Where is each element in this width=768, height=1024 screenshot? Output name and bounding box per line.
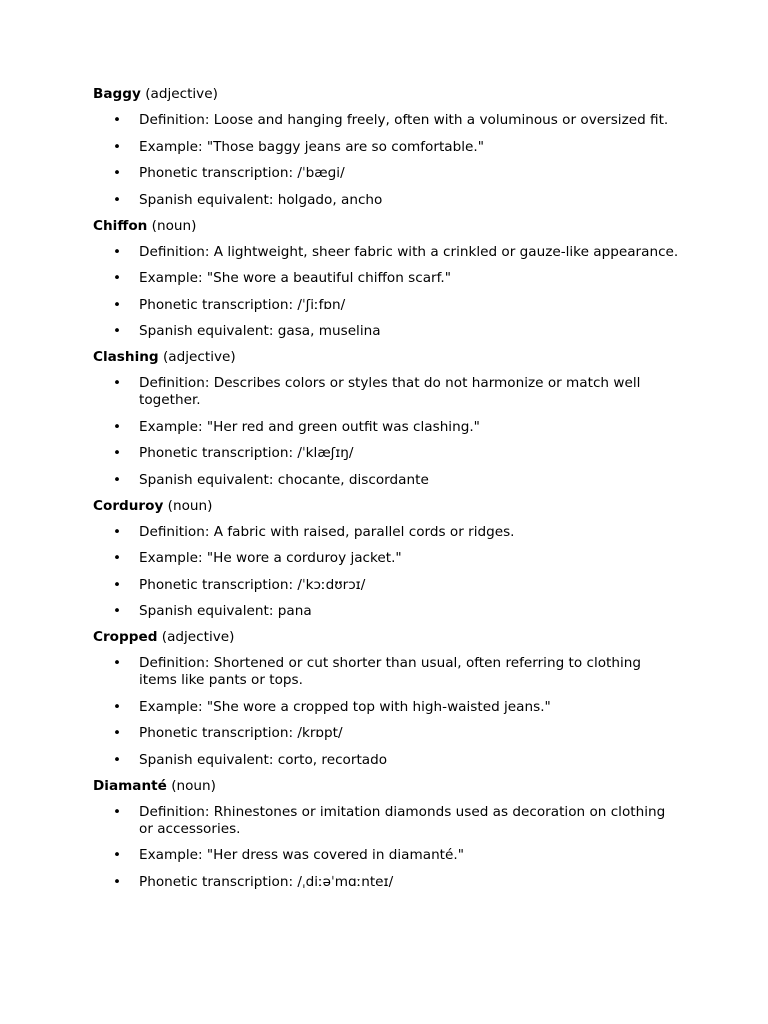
list-item-text: Spanish equivalent: corto, recortado	[139, 751, 388, 768]
bullet-icon: •	[113, 751, 122, 768]
bullet-icon: •	[113, 550, 122, 566]
list-item	[93, 725, 683, 742]
entry-heading	[93, 349, 683, 366]
list-item-text: Definition: Loose and hanging freely, often with a voluminous or oversized fit.	[139, 112, 669, 128]
list-item-text: Example: "Her red and green outfit was clashing."	[139, 418, 480, 435]
bullet-icon: •	[113, 243, 122, 260]
bullet-icon: •	[113, 375, 122, 391]
bullet-icon: •	[113, 655, 122, 671]
list-item-text: Phonetic transcription: /ˈbæɡi/	[139, 165, 345, 181]
entry-detail-list	[93, 244, 683, 341]
list-item	[93, 752, 683, 769]
list-item	[93, 419, 683, 436]
vocab-entry	[93, 778, 683, 891]
list-item-text: Definition: Rhinestones or imitation diamonds used as decoration on clothing or accessories.	[139, 803, 666, 837]
list-item-text: Phonetic transcription: /krɒpt/	[139, 725, 343, 741]
entry-part-of-speech: (adjective)	[162, 349, 236, 365]
list-item-text: Definition: Describes colors or styles that do not harmonize or match well together.	[139, 375, 641, 408]
list-item	[93, 244, 683, 261]
list-item	[93, 847, 683, 864]
bullet-icon: •	[113, 112, 122, 128]
bullet-icon: •	[113, 323, 122, 339]
bullet-icon: •	[113, 698, 122, 715]
list-item-text: Example: "She wore a cropped top with high-waisted jeans."	[139, 698, 551, 715]
bullet-icon: •	[113, 445, 122, 461]
bullet-icon: •	[113, 873, 122, 890]
vocab-entry	[93, 86, 683, 209]
entry-heading	[93, 218, 683, 235]
bullet-icon: •	[113, 725, 122, 741]
document-page	[93, 86, 683, 900]
entry-detail-list	[93, 804, 683, 891]
list-item-text: Example: "She wore a beautiful chiffon scarf."	[139, 270, 451, 286]
entry-term: Clashing	[93, 349, 159, 365]
entry-heading	[93, 629, 683, 646]
list-item-text: Phonetic transcription: /ˈʃiːfɒn/	[139, 296, 346, 313]
bullet-icon: •	[113, 191, 122, 208]
list-item	[93, 577, 683, 594]
list-item	[93, 804, 683, 838]
list-item	[93, 550, 683, 567]
vocab-entry	[93, 218, 683, 341]
entry-term: Diamanté	[93, 777, 167, 794]
entry-detail-list	[93, 655, 683, 769]
list-item	[93, 112, 683, 129]
list-item-text: Example: "Her dress was covered in diamanté."	[139, 847, 464, 863]
bullet-icon: •	[113, 471, 122, 488]
bullet-icon: •	[113, 270, 122, 286]
list-item	[93, 874, 683, 891]
list-item	[93, 603, 683, 620]
bullet-icon: •	[113, 523, 122, 540]
list-item-text: Spanish equivalent: pana	[139, 603, 312, 619]
entry-term: Corduroy	[93, 497, 164, 514]
vocab-entry	[93, 629, 683, 769]
bullet-icon: •	[113, 803, 122, 820]
list-item	[93, 297, 683, 314]
list-item	[93, 375, 683, 409]
list-item	[93, 524, 683, 541]
list-item-text: Spanish equivalent: holgado, ancho	[139, 191, 383, 208]
list-item-text: Spanish equivalent: chocante, discordante	[139, 471, 429, 488]
list-item	[93, 139, 683, 156]
entry-part-of-speech: (adjective)	[161, 629, 235, 645]
list-item	[93, 699, 683, 716]
bullet-icon: •	[113, 296, 122, 313]
list-item	[93, 192, 683, 209]
list-item	[93, 270, 683, 287]
list-item-text: Phonetic transcription: /ˈklæʃɪŋ/	[139, 445, 354, 461]
list-item-text: Definition: Shortened or cut shorter than usual, often referring to clothing items like pants or tops.	[139, 655, 642, 688]
entry-detail-list	[93, 524, 683, 621]
entry-heading	[93, 498, 683, 515]
list-item	[93, 655, 683, 689]
entry-part-of-speech: (adjective)	[145, 86, 218, 102]
entry-term: Baggy	[93, 86, 141, 102]
entry-detail-list	[93, 375, 683, 489]
bullet-icon: •	[113, 847, 122, 863]
entry-detail-list	[93, 112, 683, 209]
entry-term: Chiffon	[93, 217, 148, 234]
entry-part-of-speech: (noun)	[151, 217, 197, 234]
bullet-icon: •	[113, 576, 122, 593]
vocab-entry	[93, 349, 683, 489]
list-item	[93, 472, 683, 489]
entry-term: Cropped	[93, 629, 158, 645]
list-item-text: Definition: A fabric with raised, parallel cords or ridges.	[139, 523, 515, 540]
list-item	[93, 165, 683, 182]
list-item-text: Definition: A lightweight, sheer fabric with a crinkled or gauze-like appearance.	[139, 243, 679, 260]
entry-heading	[93, 86, 683, 103]
list-item	[93, 323, 683, 340]
list-item	[93, 445, 683, 462]
entry-part-of-speech: (noun)	[167, 497, 213, 514]
bullet-icon: •	[113, 165, 122, 181]
vocab-entry	[93, 498, 683, 621]
bullet-icon: •	[113, 418, 122, 435]
list-item-text: Example: "Those baggy jeans are so comfortable."	[139, 138, 484, 155]
entry-part-of-speech: (noun)	[171, 777, 216, 794]
bullet-icon: •	[113, 138, 122, 155]
list-item-text: Spanish equivalent: gasa, muselina	[139, 323, 381, 339]
bullet-icon: •	[113, 603, 122, 619]
list-item-text: Phonetic transcription: /ˌdiːəˈmɑːnteɪ/	[139, 873, 394, 890]
list-item-text: Phonetic transcription: /ˈkɔːdʊrɔɪ/	[139, 576, 366, 593]
entry-heading	[93, 778, 683, 795]
list-item-text: Example: "He wore a corduroy jacket."	[139, 550, 402, 566]
